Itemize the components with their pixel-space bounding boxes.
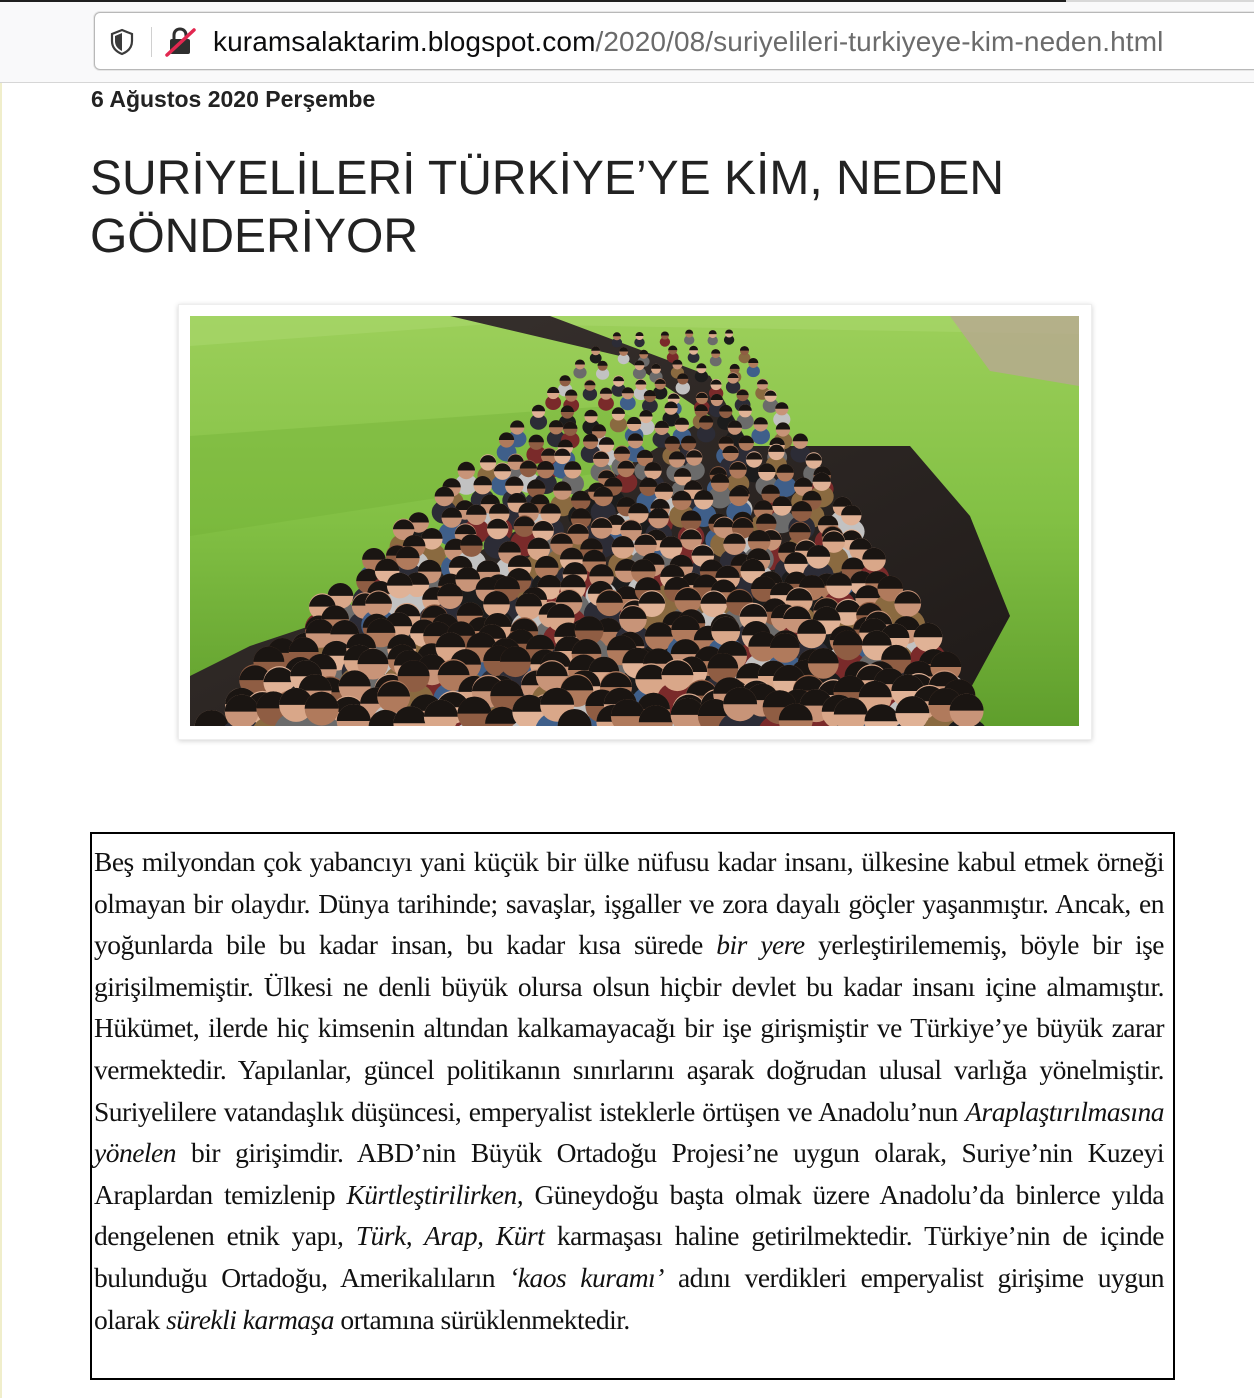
body-italic-segment: ‘kaos kuramı’ — [509, 1261, 664, 1293]
body-italic-segment: Türk, Arap, Kürt — [355, 1220, 545, 1252]
crowd-photo-illustration — [190, 316, 1079, 726]
page-left-border — [0, 83, 2, 1398]
body-italic-segment: Kürtleştirilirken, — [346, 1178, 524, 1210]
post-body-text — [94, 841, 1164, 1340]
post-date: 6 Ağustos 2020 Perşembe — [91, 86, 376, 112]
body-segment: Güneydoğu başta olmak üzere Anadolu’da binlerce yılda dengelenen etnik yapı, — [94, 1178, 1164, 1252]
post-body-box — [90, 832, 1175, 1380]
body-italic-segment: bir yere — [716, 929, 805, 961]
body-segment: adını verdikleri emperyalist girişime uygun olarak — [94, 1261, 1164, 1335]
post-title[interactable]: SURİYELİLERİ TÜRKİYE’YE KİM, NEDEN GÖNDERİYOR — [90, 152, 1005, 263]
body-segment: ortamına sürüklenmektedir. — [334, 1303, 630, 1335]
insecure-lock-icon[interactable] — [165, 27, 197, 57]
post-image-frame[interactable] — [178, 304, 1092, 740]
browser-toolbar — [0, 2, 1254, 83]
body-segment: bir girişimdir. ABD’nin Büyük Ortadoğu Projesi’ne uygun olarak, Suriye’nin Kuzeyi Araplardan temizlenip — [94, 1137, 1164, 1210]
url-path: /2020/08/suriyelileri-turkiyeye-kim-neden.html — [595, 26, 1164, 57]
address-bar-separator — [151, 27, 152, 57]
url-host: kuramsalaktarim.blogspot.com — [213, 26, 596, 57]
body-segment: Beş milyondan çok yabancıyı yani küçük bir ülke nüfusu kadar insanı, ülkesine kabul etmek örneği olmayan bir olaydır. Dünya tarihinde; savaşlar, işgaller ve zora dayalı göçler yaşanmıştır. Ancak, en yoğunlarda bile bu kadar insan, bu kadar kısa sürede — [94, 846, 1164, 961]
body-segment: yerleştirilememiş, böyle bir işe girişilmemiştir. Ülkesi ne denli büyük olursa olsun hiçbir devlet bu kadar insanı içine almamıştır. Hükümet, ilerde hiç kimsenin altından kalkamayacağı bir işe girişmiştir ve Türkiye’ye büyük zarar vermektedir. Yapılanlar, güncel politikanın sınırlarını aşarak doğrudan ulusal varlığa yönelmiştir. Suriyelilere vatandaşlık düşüncesi, emperyalist isteklerle örtüşen ve Anadolu’nun — [94, 929, 1164, 1127]
url-text[interactable] — [213, 26, 1163, 58]
post-image[interactable] — [190, 316, 1079, 726]
shield-icon[interactable] — [109, 28, 135, 56]
body-italic-segment: sürekli karmaşa — [166, 1303, 335, 1335]
address-bar[interactable] — [94, 12, 1254, 70]
body-italic-segment: Araplaştırılmasına yönelen — [94, 1095, 1164, 1169]
body-segment: karmaşası haline getirilmektedir. Türkiye’nin de içinde bulunduğu Ortadoğu, Amerikalıların — [94, 1220, 1165, 1293]
